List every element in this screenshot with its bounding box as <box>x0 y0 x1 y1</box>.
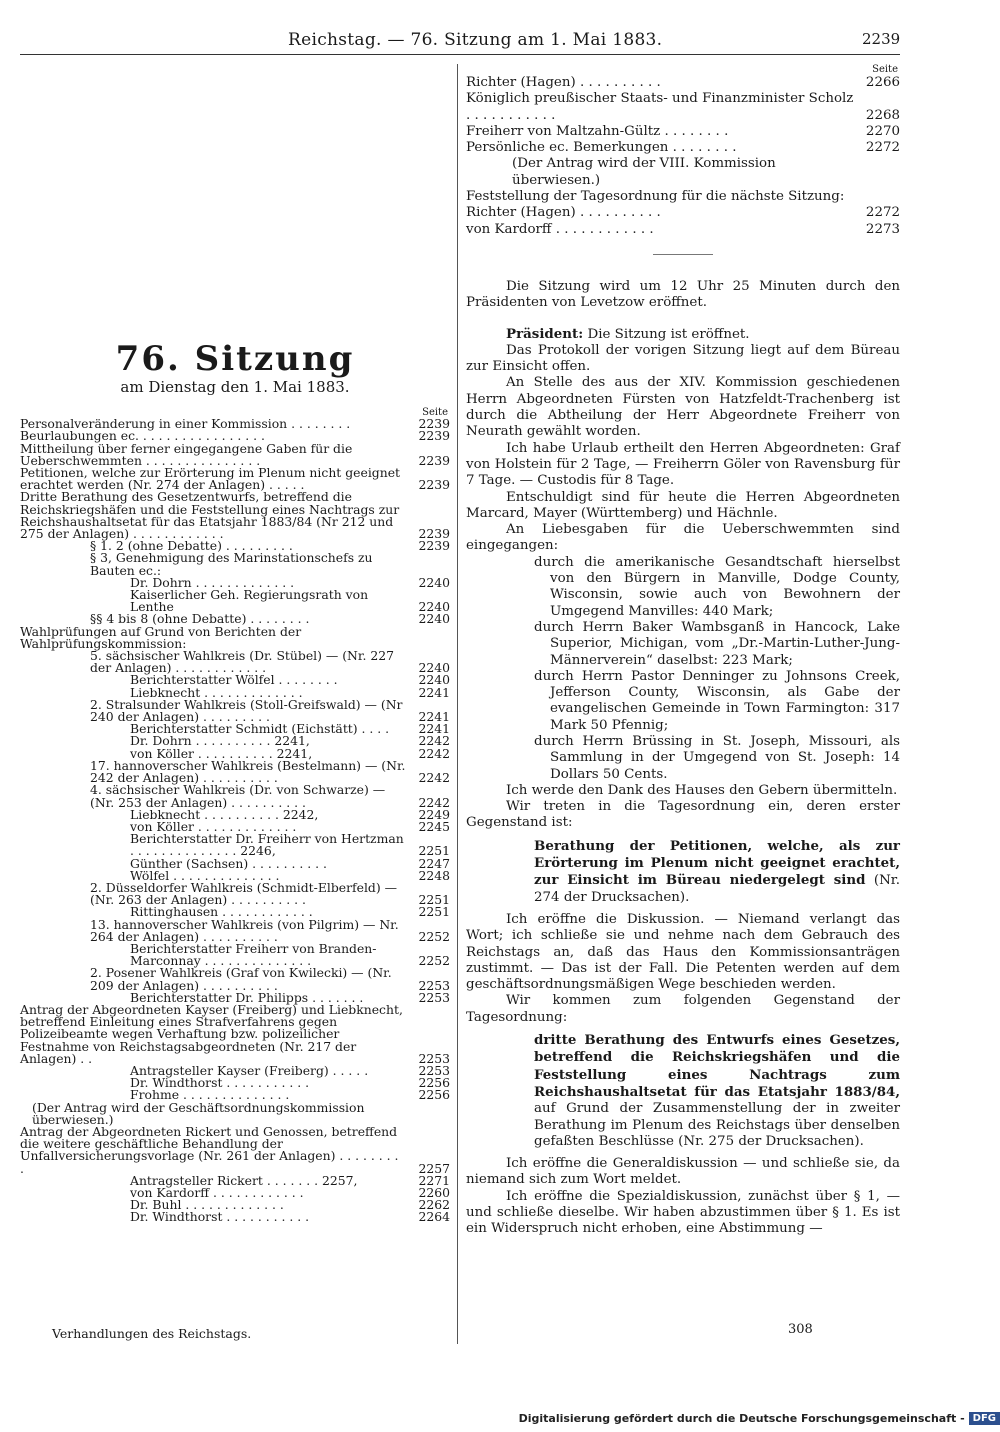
toc-entry <box>20 1211 450 1223</box>
toc-entry <box>466 189 900 205</box>
digitization-credit <box>519 1410 1000 1426</box>
toc-entry-text: (Der Antrag wird der VIII. Kommission überwiesen.) <box>512 156 776 188</box>
toc-entry-text: Dr. Windthorst . . . . . . . . . . . <box>130 1075 310 1091</box>
donation-entry: durch Herrn Baker Wambsganß in Hancock, Lake Superior, Michigan, vom „Dr.-Martin-Luther-Jung-Männerverein“ daselbst: 223 Mark; <box>534 619 900 668</box>
paragraph: Ich eröffne die Diskussion. — Niemand verlangt das Wort; ich schließe sie und nehme nach dem Gebrauch des Reichstags an, daß das Haus den Kommissionsanträgen zustimmt. — Das ist der Fall. Die Petenten werden auf dem geschäftsordnungsmäßigen Wege beschieden werden. <box>466 911 900 993</box>
toc-entry-page: 2241 <box>418 721 450 737</box>
toc-entry-text: Wahlprüfungen auf Grund von Berichten der Wahlprüfungskommission: <box>20 623 302 651</box>
toc-entry-page: 2241 <box>418 709 450 725</box>
toc-entry-page: 2252 <box>418 928 450 944</box>
separator-rule <box>653 254 713 255</box>
paragraph: An Stelle des aus der XIV. Kommission geschiedenen Herrn Abgeordneten Fürsten von Hatzfeldt-Trachenberg ist durch die Abtheilung der Herr Abgeordnete Freiherr von Neurath gewählt worden. <box>466 375 900 440</box>
toc-entry <box>466 124 900 140</box>
seite-label: Seite <box>422 407 448 419</box>
toc-entry <box>20 440 450 468</box>
toc-entry-page: 2251 <box>418 843 450 859</box>
toc-entry-page: 2239 <box>418 416 450 432</box>
toc-entry-page: 2273 <box>865 221 900 237</box>
toc-entry-text: Königlich preußischer Staats- und Finanzminister Scholz . . . . . . . . . . . <box>466 91 854 123</box>
toc-entry-text: von Kardorff . . . . . . . . . . . . <box>466 221 654 237</box>
toc-entry-text: Personalveränderung in einer Kommission . . . . . . . . <box>20 416 351 432</box>
toc-entry-text: Dr. Dohrn . . . . . . . . . . . . . <box>130 574 295 590</box>
toc-entry-page: 2251 <box>418 904 450 920</box>
president-paragraph <box>466 326 900 343</box>
toc-entry-text: 17. hannoverscher Wahlkreis (Bestelmann) — (Nr. 242 der Anlagen) . . . . . . . . . . <box>90 757 406 786</box>
toc-entry-page: 2252 <box>418 953 450 969</box>
toc-entry-text: Persönliche ec. Bemerkungen . . . . . . . . <box>466 140 737 156</box>
toc-entry-page: 2241 <box>418 684 450 700</box>
toc-entry-text: 4. sächsischer Wahlkreis (Dr. von Schwarze) — (Nr. 253 der Anlagen) . . . . . . . . . . <box>90 782 386 810</box>
toc-entry-page: 2242 <box>418 745 450 761</box>
toc-entry-text: §§ 4 bis 8 (ohne Debatte) . . . . . . . . <box>90 611 310 627</box>
agenda-item-title: Berathung der Petitionen, welche, als zur Erörterung im Plenum nicht geeignet erachtet, zur Einsicht im Büreau niedergelegt sind <box>534 837 900 889</box>
toc-entry-text: Mittheilung über ferner eingegangene Gaben für die Ueberschwemmten . . . . . . . . . . . . . . . <box>20 440 353 468</box>
toc-entry-page: 2268 <box>865 107 900 123</box>
toc-entry <box>466 222 900 238</box>
toc-entry-page: 2264 <box>418 1209 450 1225</box>
toc-entry-text: § 1. 2 (ohne Debatte) . . . . . . . . . <box>90 538 293 554</box>
agenda-item-kriegshaefen <box>534 1032 900 1150</box>
toc-entry-text: Richter (Hagen) . . . . . . . . . . <box>466 75 661 90</box>
toc-entry <box>20 916 450 944</box>
toc-entry-page: 2256 <box>418 1075 450 1091</box>
toc-entry-text: Dr. Windthorst . . . . . . . . . . . <box>130 1209 310 1225</box>
paragraph: Entschuldigt sind für heute die Herren Abgeordneten Marcard, Mayer (Württemberg) und Hächnle. <box>466 489 900 521</box>
toc-entry <box>466 75 900 91</box>
toc-entry-text: Liebknecht . . . . . . . . . . 2242, <box>130 806 319 822</box>
toc-entry-page: 2248 <box>418 867 450 883</box>
toc-entry <box>20 757 450 786</box>
toc-entry <box>20 650 450 674</box>
toc-entry <box>466 140 900 156</box>
toc-entry-text: Liebknecht . . . . . . . . . . . . . <box>130 684 303 700</box>
toc-entry-text: Berichterstatter Dr. Philipps . . . . . . . <box>130 989 364 1005</box>
toc-entry <box>466 156 900 189</box>
paragraph: Ich eröffne die Generaldiskussion — und schließe sie, da niemand sich zum Wort meldet. <box>466 1156 900 1188</box>
toc-entry <box>20 879 450 908</box>
session-title: 76. Sitzung <box>115 339 355 379</box>
toc-entry-text: 13. hannoverscher Wahlkreis (von Pilgrim) — Nr. 264 der Anlagen) . . . . . . . . . . <box>90 916 399 944</box>
agenda-item-title: dritte Berathung des Entwurfs eines Gesetzes, betreffend die Reichskriegshäfen und die Feststellung eines Nachtrags zum Reichshaushaltsetat für das Etatsjahr 1883/84, <box>534 1032 900 1100</box>
toc-entry <box>466 91 900 124</box>
toc-entry-text: 2. Düsseldorfer Wahlkreis (Schmidt-Elberfeld) — (Nr. 263 der Anlagen) . . . . . . . . . . <box>90 879 398 908</box>
toc-entry <box>20 967 450 991</box>
toc-entry-text: Petitionen, welche zur Erörterung im Plenum nicht geeignet erachtet werden (Nr. 274 der Anlagen) . . . . . <box>20 465 401 493</box>
toc-entry-page: 2240 <box>418 599 450 615</box>
toc-entry-page: 2271 <box>418 1172 450 1188</box>
toc-entry-page: 2242 <box>418 733 450 749</box>
speaker-label: Präsident: <box>506 325 584 342</box>
toc-entry-text: Berichterstatter Freiherr von Branden-Marconnay . . . . . . . . . . . . . . <box>130 940 377 969</box>
header-rule <box>20 54 900 55</box>
toc-entry-text: Dr. Buhl . . . . . . . . . . . . . <box>130 1197 284 1213</box>
toc-entry-page: 2239 <box>418 526 450 542</box>
table-of-contents <box>20 418 450 1223</box>
opening-paragraph: Die Sitzung wird um 12 Uhr 25 Minuten durch den Präsidenten von Levetzow eröffnet. <box>466 278 900 311</box>
toc-entry-page: 2266 <box>865 75 900 90</box>
toc-entry-text: Günther (Sachsen) . . . . . . . . . . <box>130 855 327 871</box>
agenda-item-petitions <box>534 838 900 906</box>
table-of-contents-continued <box>466 75 900 238</box>
toc-entry-text: Antragsteller Kayser (Freiberg) . . . . . <box>130 1062 369 1078</box>
toc-entry-page: 2253 <box>418 989 450 1005</box>
toc-entry-text: 2. Posener Wahlkreis (Graf von Kwilecki) — (Nr. 209 der Anlagen) . . . . . . . . . . <box>90 965 392 993</box>
toc-entry-text: 2. Stralsunder Wahlkreis (Stoll-Greifswald) — (Nr 240 der Anlagen) . . . . . . . . . <box>90 696 403 725</box>
toc-entry-text: § 3, Genehmigung des Marinstationschefs zu Bauten ec.: <box>90 550 373 578</box>
toc-entry-page: 2256 <box>418 1087 450 1103</box>
toc-entry-page: 2242 <box>418 770 450 786</box>
toc-entry-text: Wölfel . . . . . . . . . . . . . . <box>130 867 280 883</box>
toc-entry-text: Berichterstatter Wölfel . . . . . . . . <box>130 672 338 688</box>
toc-entry-page: 2253 <box>418 977 450 993</box>
toc-entry-text: Frohme . . . . . . . . . . . . . . <box>130 1087 290 1103</box>
toc-entry-text: Kaiserlicher Geh. Regierungsrath von Lenthe <box>130 587 369 615</box>
paragraph: An Liebesgaben für die Ueberschwemmten sind eingegangen: <box>466 522 900 554</box>
toc-entry-text: Antrag der Abgeordneten Rickert und Genossen, betreffend die weitere geschäftliche Behandlung der Unfallversicherungsvorlage (Nr. 261 der Anlagen) . . . . . . . . . <box>20 1123 399 1176</box>
toc-entry <box>20 623 450 651</box>
toc-entry <box>20 552 450 576</box>
toc-entry-text: Freiherr von Maltzahn-Gültz . . . . . . . . <box>466 123 729 139</box>
toc-entry-page: 2245 <box>418 818 450 834</box>
toc-entry <box>20 467 450 491</box>
toc-entry-page: 2253 <box>418 1062 450 1078</box>
toc-entry-text: Dr. Dohrn . . . . . . . . . . 2241, <box>130 733 310 749</box>
toc-entry-text: von Köller . . . . . . . . . . 2241, <box>130 745 313 761</box>
paragraph: Das Protokoll der vorigen Sitzung liegt auf dem Büreau zur Einsicht offen. <box>466 342 900 375</box>
toc-entry-page: 2239 <box>418 452 450 468</box>
toc-entry <box>20 1001 450 1066</box>
left-column <box>20 64 450 1224</box>
president-text: Die Sitzung ist eröffnet. <box>587 326 750 342</box>
toc-entry-page: 2239 <box>418 538 450 554</box>
toc-entry-text: Dritte Berathung des Gesetzentwurfs, betreffend die Reichskriegshäfen und die Feststellung eines Nachtrags zur Reichshaushaltsetat für das Etatsjahr 1883/84 (Nr 212 und 275 der Anlagen) . . . . . . . . . . . . <box>20 489 400 542</box>
paragraph: Wir kommen zum folgenden Gegenstand der Tagesordnung: <box>466 993 900 1025</box>
column-divider <box>457 64 458 1344</box>
donation-list <box>466 555 900 783</box>
toc-entry-page: 2240 <box>418 660 450 676</box>
toc-entry-page: 2253 <box>418 1050 450 1066</box>
paragraph: Wir treten in die Tagesordnung ein, deren erster Gegenstand ist: <box>466 799 900 831</box>
toc-entry-page: 2272 <box>865 140 900 156</box>
footer-text: Verhandlungen des Reichstags. <box>52 1326 252 1341</box>
toc-entry-text: Beurlaubungen ec. . . . . . . . . . . . . . . . . <box>20 428 265 444</box>
donation-entry: durch Herrn Pastor Denninger zu Johnsons Creek, Jefferson County, Wisconsin, als Gabe der evangelischen Gemeinde in Town Farmington: 317 Mark 50 Pfennig; <box>534 668 900 733</box>
donation-entry: durch Herrn Brüssing in St. Joseph, Missouri, als Sammlung in der Umgegend von St. Joseph: 14 Dollars 50 Cents. <box>534 733 900 782</box>
toc-entry-page: 2247 <box>418 855 450 871</box>
toc-entry-text: (Der Antrag wird der Geschäftsordnungskommission überwiesen.) <box>32 1099 365 1127</box>
toc-entry-text: von Kardorff . . . . . . . . . . . . <box>130 1185 304 1200</box>
toc-entry-page: 2240 <box>418 611 450 627</box>
toc-entry-page: 2249 <box>418 806 450 822</box>
toc-entry-text: Antrag der Abgeordneten Kayser (Freiberg) und Liebknecht, betreffend Einleitung eines Strafverfahrens gegen Polizeibeamte wegen Verhaftung bzw. polizeilicher Festnahme von Reichstagsabgeordneten (Nr. 217 der Anlagen) . . <box>20 1001 403 1066</box>
toc-entry <box>20 589 450 613</box>
paragraph: Ich habe Urlaub ertheilt den Herren Abgeordneten: Graf von Holstein für 2 Tage, — Freiherrn Göler von Ravensburg für 7 Tage. — Custodis für 8 Tage. <box>466 440 900 489</box>
donation-entry: durch die amerikanische Gesandtschaft hierselbst von den Bürgern in Manville, Dodge County, Wisconsin, sowie auch von Bewohnern der Umgegend Manvilles: 440 Mark; <box>534 554 900 619</box>
toc-entry-text: von Köller . . . . . . . . . . . . . <box>130 818 297 834</box>
toc-entry <box>466 205 900 221</box>
toc-entry <box>20 940 450 969</box>
toc-entry <box>20 696 450 725</box>
toc-entry-page: 2262 <box>418 1197 450 1213</box>
sheet-number: 308 <box>788 1322 813 1337</box>
toc-entry <box>20 1099 450 1127</box>
toc-entry-text: 5. sächsischer Wahlkreis (Dr. Stübel) — (Nr. 227 der Anlagen) . . . . . . . . . . . . <box>90 648 394 676</box>
toc-entry-text: Feststellung der Tagesordnung für die nächste Sitzung: <box>466 189 845 205</box>
toc-entry-page: 2257 <box>418 1160 450 1176</box>
toc-entry-page: 2242 <box>418 794 450 810</box>
toc-entry-page: 2260 <box>418 1185 450 1200</box>
toc-entry-text: Antragsteller Rickert . . . . . . . 2257, <box>130 1172 358 1188</box>
toc-entry-text: Rittinghausen . . . . . . . . . . . . <box>130 904 313 920</box>
toc-entry-page: 2239 <box>418 477 450 493</box>
right-column <box>466 64 900 1238</box>
session-date: am Dienstag den 1. Mai 1883. <box>120 378 350 396</box>
toc-entry-page: 2240 <box>418 672 450 688</box>
seite-label-right: Seite <box>872 64 898 75</box>
toc-entry-text: Richter (Hagen) . . . . . . . . . . <box>466 205 661 221</box>
credit-text: Digitalisierung gefördert durch die Deutsche Forschungsgemeinschaft - <box>518 1411 965 1425</box>
toc-entry <box>20 1123 450 1176</box>
toc-entry <box>20 491 450 540</box>
page-header <box>0 30 1000 54</box>
toc-entry-text: Berichterstatter Schmidt (Eichstätt) . . . . <box>130 721 390 737</box>
paragraph: Ich eröffne die Spezialdiskussion, zunächst über § 1, — und schließe dieselbe. Wir haben abzustimmen über § 1. Es ist ein Widerspruch nicht erhoben, eine Abstimmung — <box>466 1188 900 1237</box>
toc-entry <box>20 784 450 808</box>
running-title: Reichstag. — 76. Sitzung am 1. Mai 1883. <box>288 30 663 50</box>
toc-entry-text: Berichterstatter Dr. Freiherr von Hertzman . . . . . . . . . . . . . . 2246, <box>130 831 404 859</box>
toc-entry-page: 2251 <box>418 892 450 908</box>
dfg-logo: DFG <box>969 1412 1000 1425</box>
toc-entry-page: 2270 <box>865 123 900 139</box>
agenda-item-ref: (Nr. 274 der Drucksachen). <box>534 873 900 905</box>
toc-entry-page: 2240 <box>418 574 450 590</box>
paragraph: Ich werde den Dank des Hauses den Gebern übermitteln. <box>506 782 898 798</box>
toc-entry-page: 2239 <box>418 428 450 444</box>
agenda-item-ref: auf Grund der Zusammenstellung der in zweiter Berathung im Plenum des Reichstags über denselben gefaßten Beschlüsse (Nr. 275 der Drucksachen). <box>534 1101 900 1149</box>
toc-entry-page: 2272 <box>865 205 900 221</box>
toc-entry <box>20 833 450 857</box>
page-number: 2239 <box>862 30 901 48</box>
